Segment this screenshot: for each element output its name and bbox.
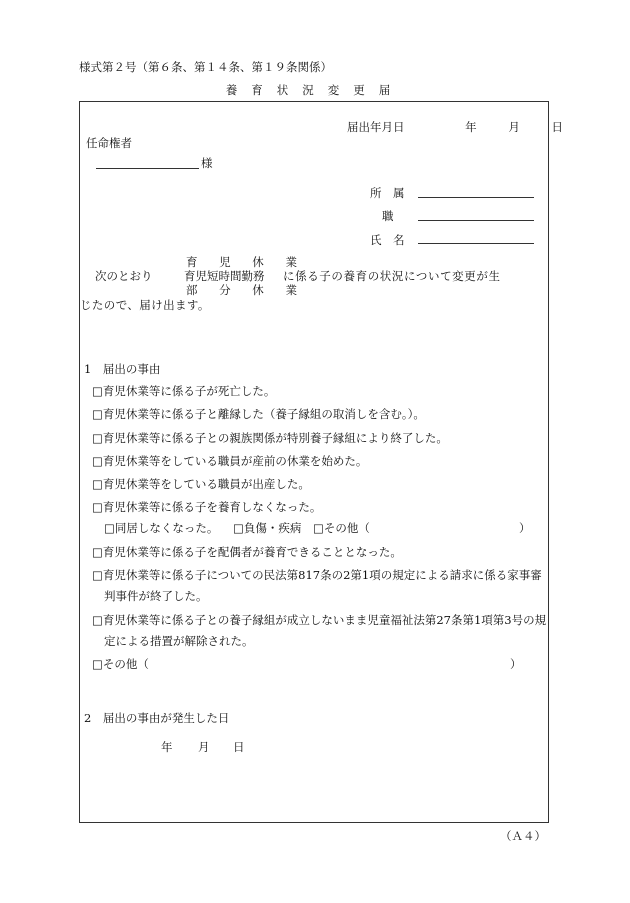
position-label: 職 xyxy=(382,209,394,223)
reason-family-court-a[interactable]: □育児休業等に係る子についての民法第817条の2第1項の規定による請求に係る家事審 xyxy=(92,568,542,582)
submission-year-label: 年 xyxy=(465,120,477,134)
reason-other-close: ） xyxy=(510,657,522,671)
reason-child-died[interactable]: □育児休業等に係る子が死亡した。 xyxy=(92,384,276,398)
reason-adoption-dissolved[interactable]: □育児休業等に係る子と離縁した（養子縁組の取消しを含む。）。 xyxy=(92,407,425,421)
addressee-name-field[interactable] xyxy=(96,168,199,169)
reason-prenatal-leave[interactable]: □育児休業等をしている職員が産前の休業を始めた。 xyxy=(92,454,368,468)
intro-prefix: 次のとおり xyxy=(95,269,153,283)
submission-date-row xyxy=(347,119,563,135)
addressee-label: 任命権者 xyxy=(86,136,132,150)
reason-family-court-b: 判事件が終了した。 xyxy=(104,589,208,603)
leave-type-partial: 部 分 休 業 xyxy=(186,283,306,297)
sub-other[interactable]: □その他（ xyxy=(313,521,370,535)
submission-month-label: 月 xyxy=(508,120,520,134)
form-reference: 様式第２号（第６条、第１４条、第１９条関係） xyxy=(79,60,332,74)
submission-day-label: 日 xyxy=(551,120,563,134)
section1-heading: 1 届出の事由 xyxy=(84,362,161,376)
section2-heading: 2 届出の事由が発生した日 xyxy=(84,711,230,725)
affiliation-field[interactable] xyxy=(418,197,534,198)
leave-type-short-hours: 育児短時間勤務 xyxy=(184,269,265,283)
sub-injury-illness[interactable]: □負傷・疾病 xyxy=(233,521,302,535)
sub-other-close: ） xyxy=(519,521,531,535)
sub-not-cohabiting[interactable]: □同居しなくなった。 xyxy=(104,521,219,535)
reason-gave-birth[interactable]: □育児休業等をしている職員が出産した。 xyxy=(92,477,310,491)
paper-size-label: （Ａ４） xyxy=(500,829,546,843)
occurrence-day-label: 日 xyxy=(233,740,245,754)
reason-no-longer-raising[interactable]: □育児休業等に係る子を養育しなくなった。 xyxy=(92,500,322,514)
reason-spouse-can-raise[interactable]: □育児休業等に係る子を配偶者が養育できることとなった。 xyxy=(92,545,402,559)
leave-type-childcare: 育 児 休 業 xyxy=(186,255,306,269)
document-title: 養育状況変更届 xyxy=(225,83,405,97)
affiliation-label: 所 属 xyxy=(370,186,405,200)
intro-suffix: に係る子の養育の状況について変更が生 xyxy=(283,269,501,283)
reason-measure-lifted-a[interactable]: □育児休業等に係る子との養子縁組が成立しないまま児童福祉法第27条第1項第3号の規 xyxy=(92,613,547,627)
position-field[interactable] xyxy=(418,220,534,221)
submission-date-label: 届出年月日 xyxy=(347,120,405,134)
reason-other[interactable]: □その他（ xyxy=(92,657,149,671)
intro-continuation: じたので、届け出ます。 xyxy=(80,298,210,312)
occurrence-month-label: 月 xyxy=(198,740,210,754)
reason-special-adoption[interactable]: □育児休業等に係る子との親族関係が特別養子縁組により終了した。 xyxy=(92,431,448,445)
honorific-label: 様 xyxy=(201,156,213,170)
name-label: 氏 名 xyxy=(370,233,405,247)
reason-measure-lifted-b: 定による措置が解除された。 xyxy=(104,634,254,648)
occurrence-year-label: 年 xyxy=(161,740,173,754)
name-field[interactable] xyxy=(418,243,534,244)
